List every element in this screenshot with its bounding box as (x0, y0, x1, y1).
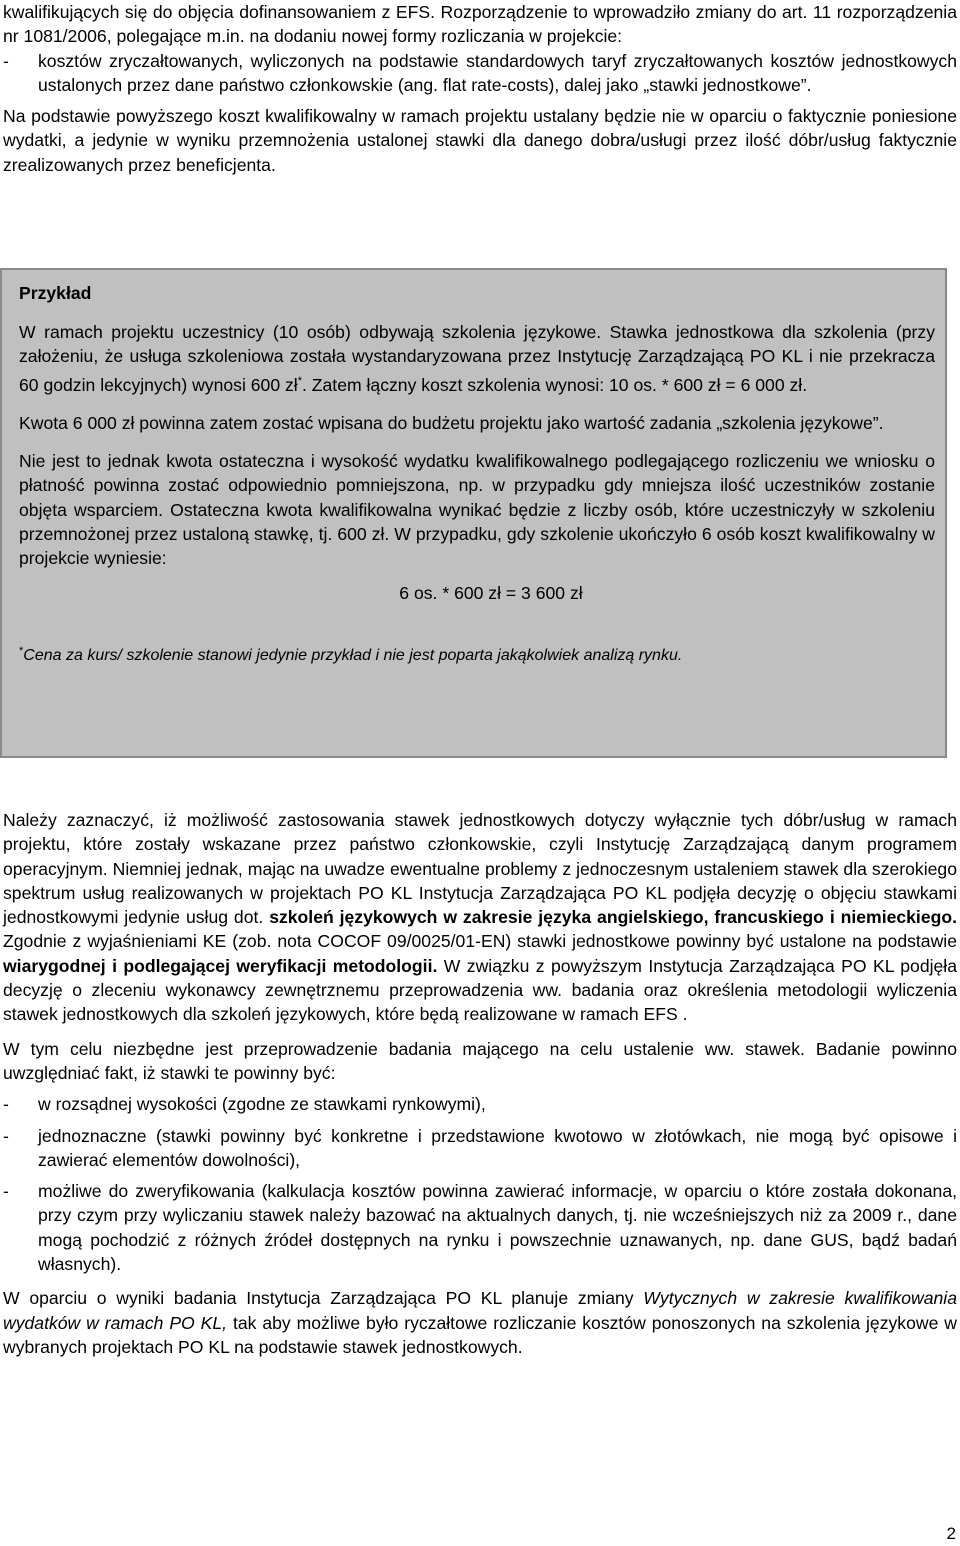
list-dash: - (3, 1181, 9, 1202)
example-paragraph-3: Nie jest to jednak kwota ostateczna i wysokość wydatku kwalifikowalnego podlegającego rozliczeniu we wniosku o płatność powinna zostać odpowiednio pomniejszona, np. w przypadku gdy mniejsza ilość uczestników zostanie objęta wsparciem. Ostateczna kwota kwalifikowalna wynikać będzie z liczby osób, które uczestniczyły w szkoleniu przemnożonej przez ustaloną stawkę, tj. 600 zł. W przypadku, gdy szkolenie ukończyło 6 osób koszt kwalifikowalny w projekcie wyniesie: (19, 451, 935, 569)
footnote-mark: * (19, 644, 24, 657)
paragraph-study-purpose: W tym celu niezbędne jest przeprowadzenie badania mającego na celu ustalenie ww. stawek. Badanie powinno uwzględniać fakt, iż stawki te powinny być: (3, 1038, 957, 1083)
intro-section (3, 0, 957, 177)
example-paragraph-2: Kwota 6 000 zł powinna zatem zostać wpisana do budżetu projektu jako wartość zadania „szkolenia językowe”. (19, 412, 884, 433)
paragraph-unit-rates (3, 808, 957, 1027)
footnote-text: Cena za kurs/ szkolenie stanowi jedynie przykład i nie jest poparta jakąkolwiek analizą rynku. (23, 646, 683, 664)
paragraph-text: tak aby możliwe było ryczałtowe rozliczanie kosztów ponoszonych na szkolenia językowe w wybranych projektach PO KL na podstawie stawek jednostkowych. (3, 1312, 957, 1357)
paragraph-text: W związku z powyższym Instytucja Zarządzająca PO KL podjęła decyzję o zleceniu wykonawcy zewnętrznemu przeprowadzenia ww. badania oraz określenia metodologii wyliczenia stawek jednostkowych dla szkoleń językowych, które będą realizowane w ramach EFS . (3, 955, 957, 1025)
list-item-text: jednoznaczne (stawki powinny być konkretne i przedstawione kwotowo w złotówkach, nie mogą być opisowe i zawierać elementów dowolności), (38, 1125, 957, 1170)
bold-methodology: wiarygodnej i podlegającej weryfikacji metodologii. (3, 955, 438, 976)
list-item-reasonable (3, 1092, 957, 1116)
list-dash: - (3, 1094, 9, 1115)
example-footnote (19, 639, 935, 668)
example-p1-text: W ramach projektu uczestnicy (10 osób) odbywają szkolenia językowe. Stawka jednostkowa dla szkolenia (przy założeniu, że usługa szkoleniowa została wystandaryzowana przez Instytucję Zarządzającą PO KL i nie przekracza 60 godzin lekcyjnych) wynosi 600 zł (19, 322, 935, 395)
list-dash: - (3, 1125, 9, 1146)
example-box (0, 268, 947, 758)
paragraph-cost-basis: Na podstawie powyższego koszt kwalifikowalny w ramach projektu ustalany będzie nie w oparciu o faktycznie poniesione wydatki, a jedynie w wyniku przemnożenia ustalonej stawki dla danego dobra/usługi przez ilość dóbr/usług faktycznie zrealizowanych przez beneficjenta. (3, 106, 957, 175)
italic-guidelines-title: Wytycznych w zakresie kwalifikowania wydatków w ramach PO KL, (3, 1288, 957, 1333)
intro-paragraph: kwalifikujących się do objęcia dofinansowaniem z EFS. Rozporządzenie to wprowadziło zmiany do art. 11 rozporządzenia nr 1081/2006, polegające m.in. na dodaniu nowej formy rozliczania w projekcie: (3, 2, 957, 47)
list-item-unambiguous (3, 1124, 957, 1173)
paragraph-text: Należy zaznaczyć, iż możliwość zastosowania stawek jednostkowych dotyczy wyłącznie tych dóbr/usług w ramach projektu, które zostały wskazane przez państwo członkowskie, czyli Instytucję Zarządzającą danym programem operacyjnym. Niemniej jednak, mając na uwadze ewentualne problemy z jednoczesnym ustaleniem stawek dla szerokiego spektrum usług realizowanych w projektach PO KL Instytucja Zarządzająca PO KL podjęła decyzję o objęciu stawkami jednostkowymi jedynie usług dot. (3, 810, 957, 928)
list-item-text: kosztów zryczałtowanych, wyliczonych na podstawie standardowych taryf zryczałtowanych kosztów jednostkowych ustalonych przez dane państwo członkowskie (ang. flat rate-costs), dalej jako „stawki jednostkowe”. (38, 50, 957, 95)
main-body (3, 808, 957, 1359)
footnote-reference: * (297, 374, 302, 387)
bold-language-training: szkoleń językowych w zakresie języka angielskiego, francuskiego i niemieckiego. (269, 907, 957, 928)
example-title: Przykład (19, 283, 92, 303)
list-dash: - (3, 50, 9, 71)
paragraph-text: Zgodnie z wyjaśnieniami KE (zob. nota COCOF 09/0025/01-EN) stawki jednostkowe powinny być ustalone na podstawie (3, 931, 957, 952)
example-paragraph-1 (19, 320, 935, 397)
example-formula: 6 os. * 600 zł = 3 600 zł (399, 582, 583, 603)
example-content (19, 280, 935, 668)
list-item-text: możliwe do zweryfikowania (kalkulacja kosztów powinna zawierać informacje, w oparciu o które została dokonana, przy czym przy wyliczaniu stawek należy bazować na aktualnych danych, tj. nie wcześniejszych niż za 2009 r., dane mogą pochodzić z różnych źródeł dostępnych na rynku i powszechnie uznawanych, np. dane GUS, bądź badań własnych). (38, 1181, 957, 1275)
page-number: 2 (946, 1524, 956, 1543)
example-p1-text-end: . Zatem łączny koszt szkolenia wynosi: 10 os. * 600 zł = 6 000 zł. (302, 374, 808, 395)
list-item-flat-rate (3, 49, 957, 98)
paragraph-guidelines (3, 1286, 957, 1359)
list-item-text: w rozsądnej wysokości (zgodne ze stawkami rynkowymi), (38, 1094, 486, 1115)
list-item-verifiable (3, 1179, 957, 1276)
paragraph-text: W oparciu o wyniki badania Instytucja Zarządzająca PO KL planuje zmiany (3, 1288, 644, 1309)
